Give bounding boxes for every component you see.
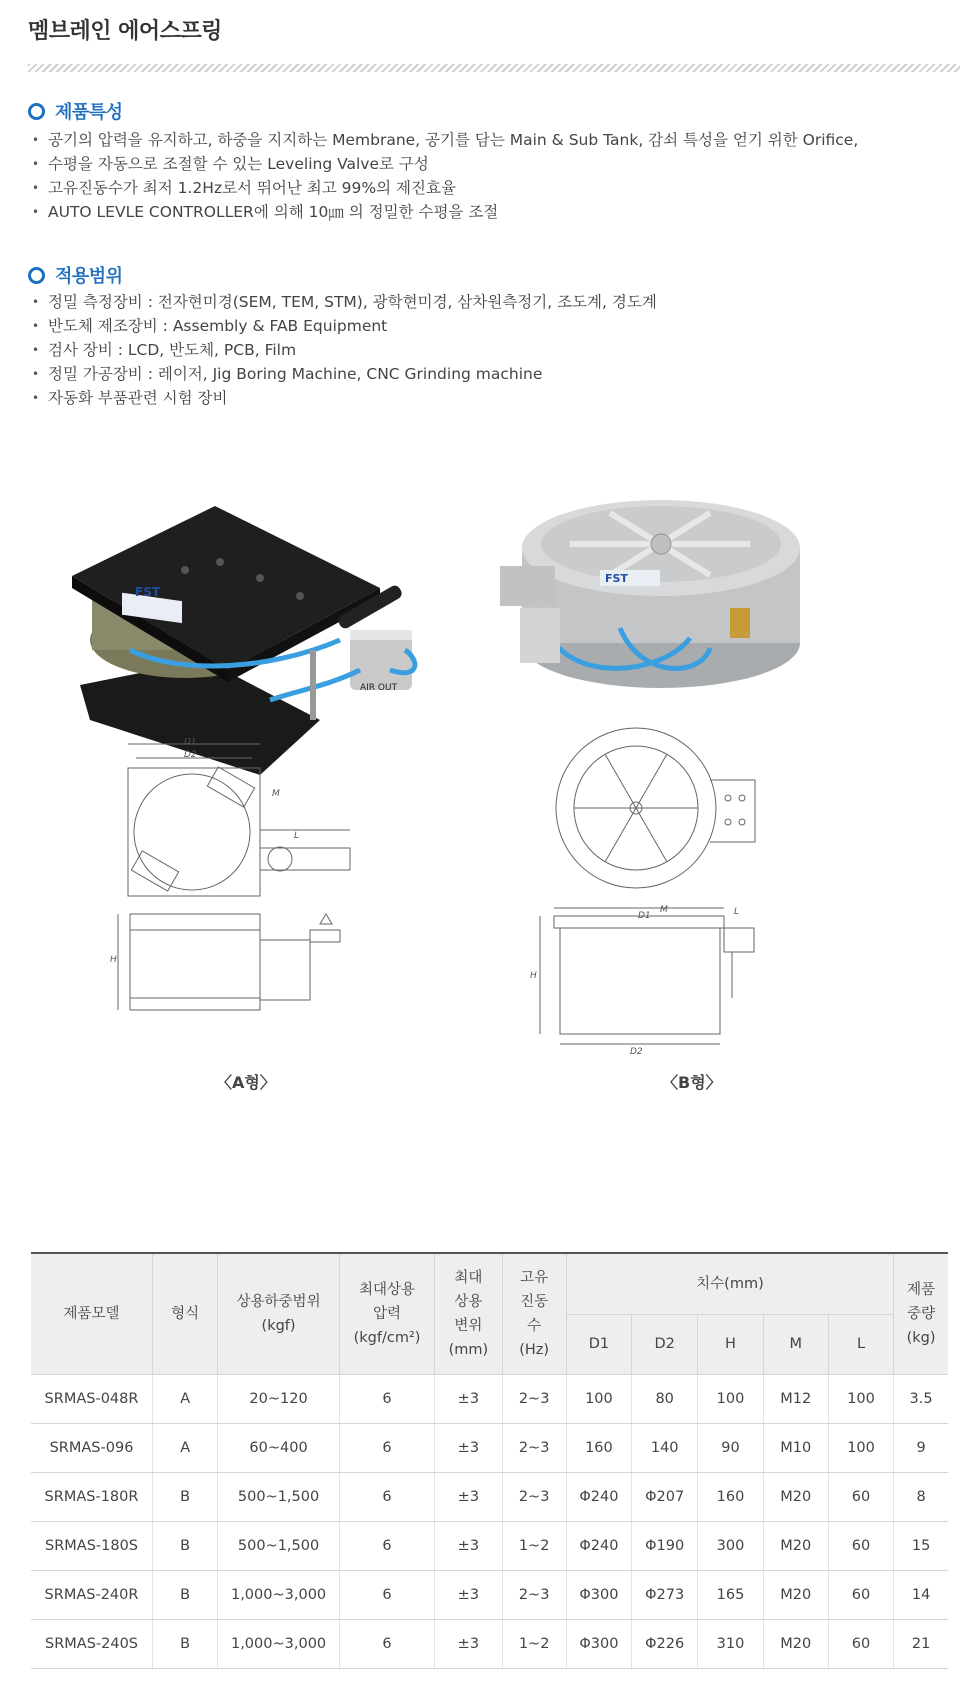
header-text: 진동 [520,1294,549,1310]
cell-model: SRMAS-240R [31,1571,153,1620]
cell-weight: 15 [894,1522,948,1571]
list-item: • 정밀 가공장비 : 레이저, Jig Boring Machine, CNC Grinding machine [30,362,657,386]
list-item: • 정밀 측정장비 : 전자현미경(SEM, TEM, STM), 광학현미경, 삼차원측정기, 조도계, 경도계 [30,290,657,314]
cell-d1: 100 [566,1375,631,1424]
cell-displacement: ±3 [435,1522,502,1571]
cell-load: 60~400 [218,1424,340,1473]
cell-d2: Φ226 [632,1620,698,1669]
applications-list [30,290,657,410]
header-text: 상용 [454,1294,483,1310]
cell-d2: 140 [632,1424,698,1473]
cell-h: 310 [698,1620,763,1669]
header-max-pressure [339,1253,434,1375]
dim-h: H [530,971,537,981]
title-divider [28,64,960,72]
cell-l: 100 [828,1375,893,1424]
type-b-caption: 〈B형〉 [662,1073,722,1092]
cell-d2: Φ273 [632,1571,698,1620]
dim-m: M [660,905,668,915]
header-text: (kgf/cm²) [353,1330,421,1346]
cell-displacement: ±3 [435,1473,502,1522]
circle-bullet-icon [28,267,45,284]
cell-displacement: ±3 [435,1620,502,1669]
header-load-range-unit: (kgf) [261,1318,296,1334]
cell-type: B [153,1473,218,1522]
table-row [31,1522,948,1571]
header-text: 중량 [907,1306,936,1322]
header-text: (mm) [448,1342,489,1358]
cell-h: 160 [698,1473,763,1522]
cell-model: SRMAS-096 [31,1424,153,1473]
cell-type: A [153,1375,218,1424]
cell-weight: 9 [894,1424,948,1473]
table-row [31,1424,948,1473]
list-item: • 고유진동수가 최저 1.2Hz로서 뛰어난 최고 99%의 제진효율 [30,176,858,200]
cell-l: 100 [828,1424,893,1473]
cell-load: 1,000~3,000 [218,1571,340,1620]
cell-frequency: 2~3 [502,1424,566,1473]
dim-m: M [272,789,280,799]
cell-h: 90 [698,1424,763,1473]
cell-pressure: 6 [339,1473,434,1522]
cell-m: M20 [763,1620,828,1669]
cell-weight: 14 [894,1571,948,1620]
header-text: 수 [527,1318,542,1334]
cell-d1: 160 [566,1424,631,1473]
features-heading-label: 제품특성 [55,102,123,123]
cell-d1: Φ240 [566,1473,631,1522]
cell-m: M10 [763,1424,828,1473]
cell-weight: 21 [894,1620,948,1669]
dim-d2: D2 [630,1047,643,1057]
circle-bullet-icon [28,103,45,120]
header-text: 최대상용 [359,1282,416,1298]
table-row [31,1571,948,1620]
fst-logo: FST [135,585,161,599]
cell-l: 60 [828,1620,893,1669]
cell-pressure: 6 [339,1375,434,1424]
cell-load: 1,000~3,000 [218,1620,340,1669]
cell-d1: Φ240 [566,1522,631,1571]
cell-d2: Φ190 [632,1522,698,1571]
cell-pressure: 6 [339,1424,434,1473]
cell-weight: 8 [894,1473,948,1522]
type-b-top-view-drawing [550,722,810,894]
header-model: 제품모델 [31,1253,153,1375]
cell-l: 60 [828,1473,893,1522]
cell-type: B [153,1522,218,1571]
cell-model: SRMAS-180R [31,1473,153,1522]
cell-type: B [153,1620,218,1669]
cell-frequency: 2~3 [502,1571,566,1620]
table-row [31,1375,948,1424]
cell-pressure: 6 [339,1571,434,1620]
dim-l: L [734,907,740,917]
spec-table [31,1252,948,1669]
cell-m: M20 [763,1571,828,1620]
header-load-range-label: 상용하중범위 [236,1294,321,1310]
spec-table-body [31,1375,948,1669]
header-natural-frequency [502,1253,566,1375]
cell-frequency: 1~2 [502,1620,566,1669]
header-text: 압력 [373,1306,402,1322]
cell-h: 300 [698,1522,763,1571]
cell-displacement: ±3 [435,1571,502,1620]
header-m: M [763,1314,828,1375]
cell-load: 500~1,500 [218,1473,340,1522]
cell-load: 500~1,500 [218,1522,340,1571]
applications-heading [28,262,123,288]
type-a-caption: 〈A형〉 [216,1073,276,1092]
cell-load: 20~120 [218,1375,340,1424]
cell-d2: 80 [632,1375,698,1424]
dim-h: H [110,955,117,965]
header-h: H [698,1314,763,1375]
features-heading [28,98,123,124]
cell-d2: Φ207 [632,1473,698,1522]
header-weight [894,1253,948,1375]
header-load-range [218,1253,340,1375]
list-item: • 반도체 제조장비 : Assembly & FAB Equipment [30,314,657,338]
dim-d1: D1 [638,911,651,921]
cell-h: 165 [698,1571,763,1620]
cell-pressure: 6 [339,1620,434,1669]
applications-heading-label: 적용범위 [55,266,123,287]
list-item: • AUTO LEVLE CONTROLLER에 의해 10㎛ 의 정밀한 수평을 조절 [30,200,858,224]
table-row [31,1473,948,1522]
type-a-top-view-drawing [110,738,360,900]
header-d2: D2 [632,1314,698,1375]
cell-h: 100 [698,1375,763,1424]
dim-d2: D2 [184,750,197,760]
cell-type: B [153,1571,218,1620]
list-item: • 자동화 부품관련 시험 장비 [30,386,657,410]
cell-l: 60 [828,1522,893,1571]
type-b-side-view-drawing [520,898,780,1058]
cell-type: A [153,1424,218,1473]
fst-logo: FST [605,572,628,585]
list-item: • 공기의 압력을 유지하고, 하중을 지지하는 Membrane, 공기를 담는 Main & Sub Tank, 감쇠 특성을 얻기 위한 Orifice, [30,128,858,152]
list-item: • 검사 장비 : LCD, 반도체, PCB, Film [30,338,657,362]
cell-d1: Φ300 [566,1620,631,1669]
header-text: 고유 [520,1270,549,1286]
header-d1: D1 [566,1314,631,1375]
cell-pressure: 6 [339,1522,434,1571]
header-dimensions: 치수(mm) [566,1253,893,1314]
air-out-label: AIR OUT [360,683,398,693]
header-max-displacement [435,1253,502,1375]
header-text: 최대 [454,1270,483,1286]
cell-frequency: 1~2 [502,1522,566,1571]
header-text: 변위 [454,1318,483,1334]
cell-displacement: ±3 [435,1424,502,1473]
type-a-side-view-drawing [110,910,360,1040]
header-text: (kg) [906,1330,936,1346]
cell-displacement: ±3 [435,1375,502,1424]
type-b-product-photo [500,478,840,708]
features-list [30,128,858,224]
cell-model: SRMAS-240S [31,1620,153,1669]
header-type: 형식 [153,1253,218,1375]
header-text: 제품 [907,1282,936,1298]
cell-model: SRMAS-180S [31,1522,153,1571]
cell-frequency: 2~3 [502,1473,566,1522]
cell-model: SRMAS-048R [31,1375,153,1424]
table-row [31,1620,948,1669]
cell-l: 60 [828,1571,893,1620]
cell-m: M12 [763,1375,828,1424]
cell-d1: Φ300 [566,1571,631,1620]
cell-weight: 3.5 [894,1375,948,1424]
cell-m: M20 [763,1473,828,1522]
dim-l: L [294,831,300,841]
header-text: (Hz) [519,1342,550,1358]
list-item-continuation: • 수평을 자동으로 조절할 수 있는 Leveling Valve로 구성 [30,152,858,176]
dim-d1: D1 [184,738,197,747]
cell-m: M20 [763,1522,828,1571]
page-title: 멤브레인 에어스프링 [28,19,222,44]
cell-frequency: 2~3 [502,1375,566,1424]
header-l: L [828,1314,893,1375]
